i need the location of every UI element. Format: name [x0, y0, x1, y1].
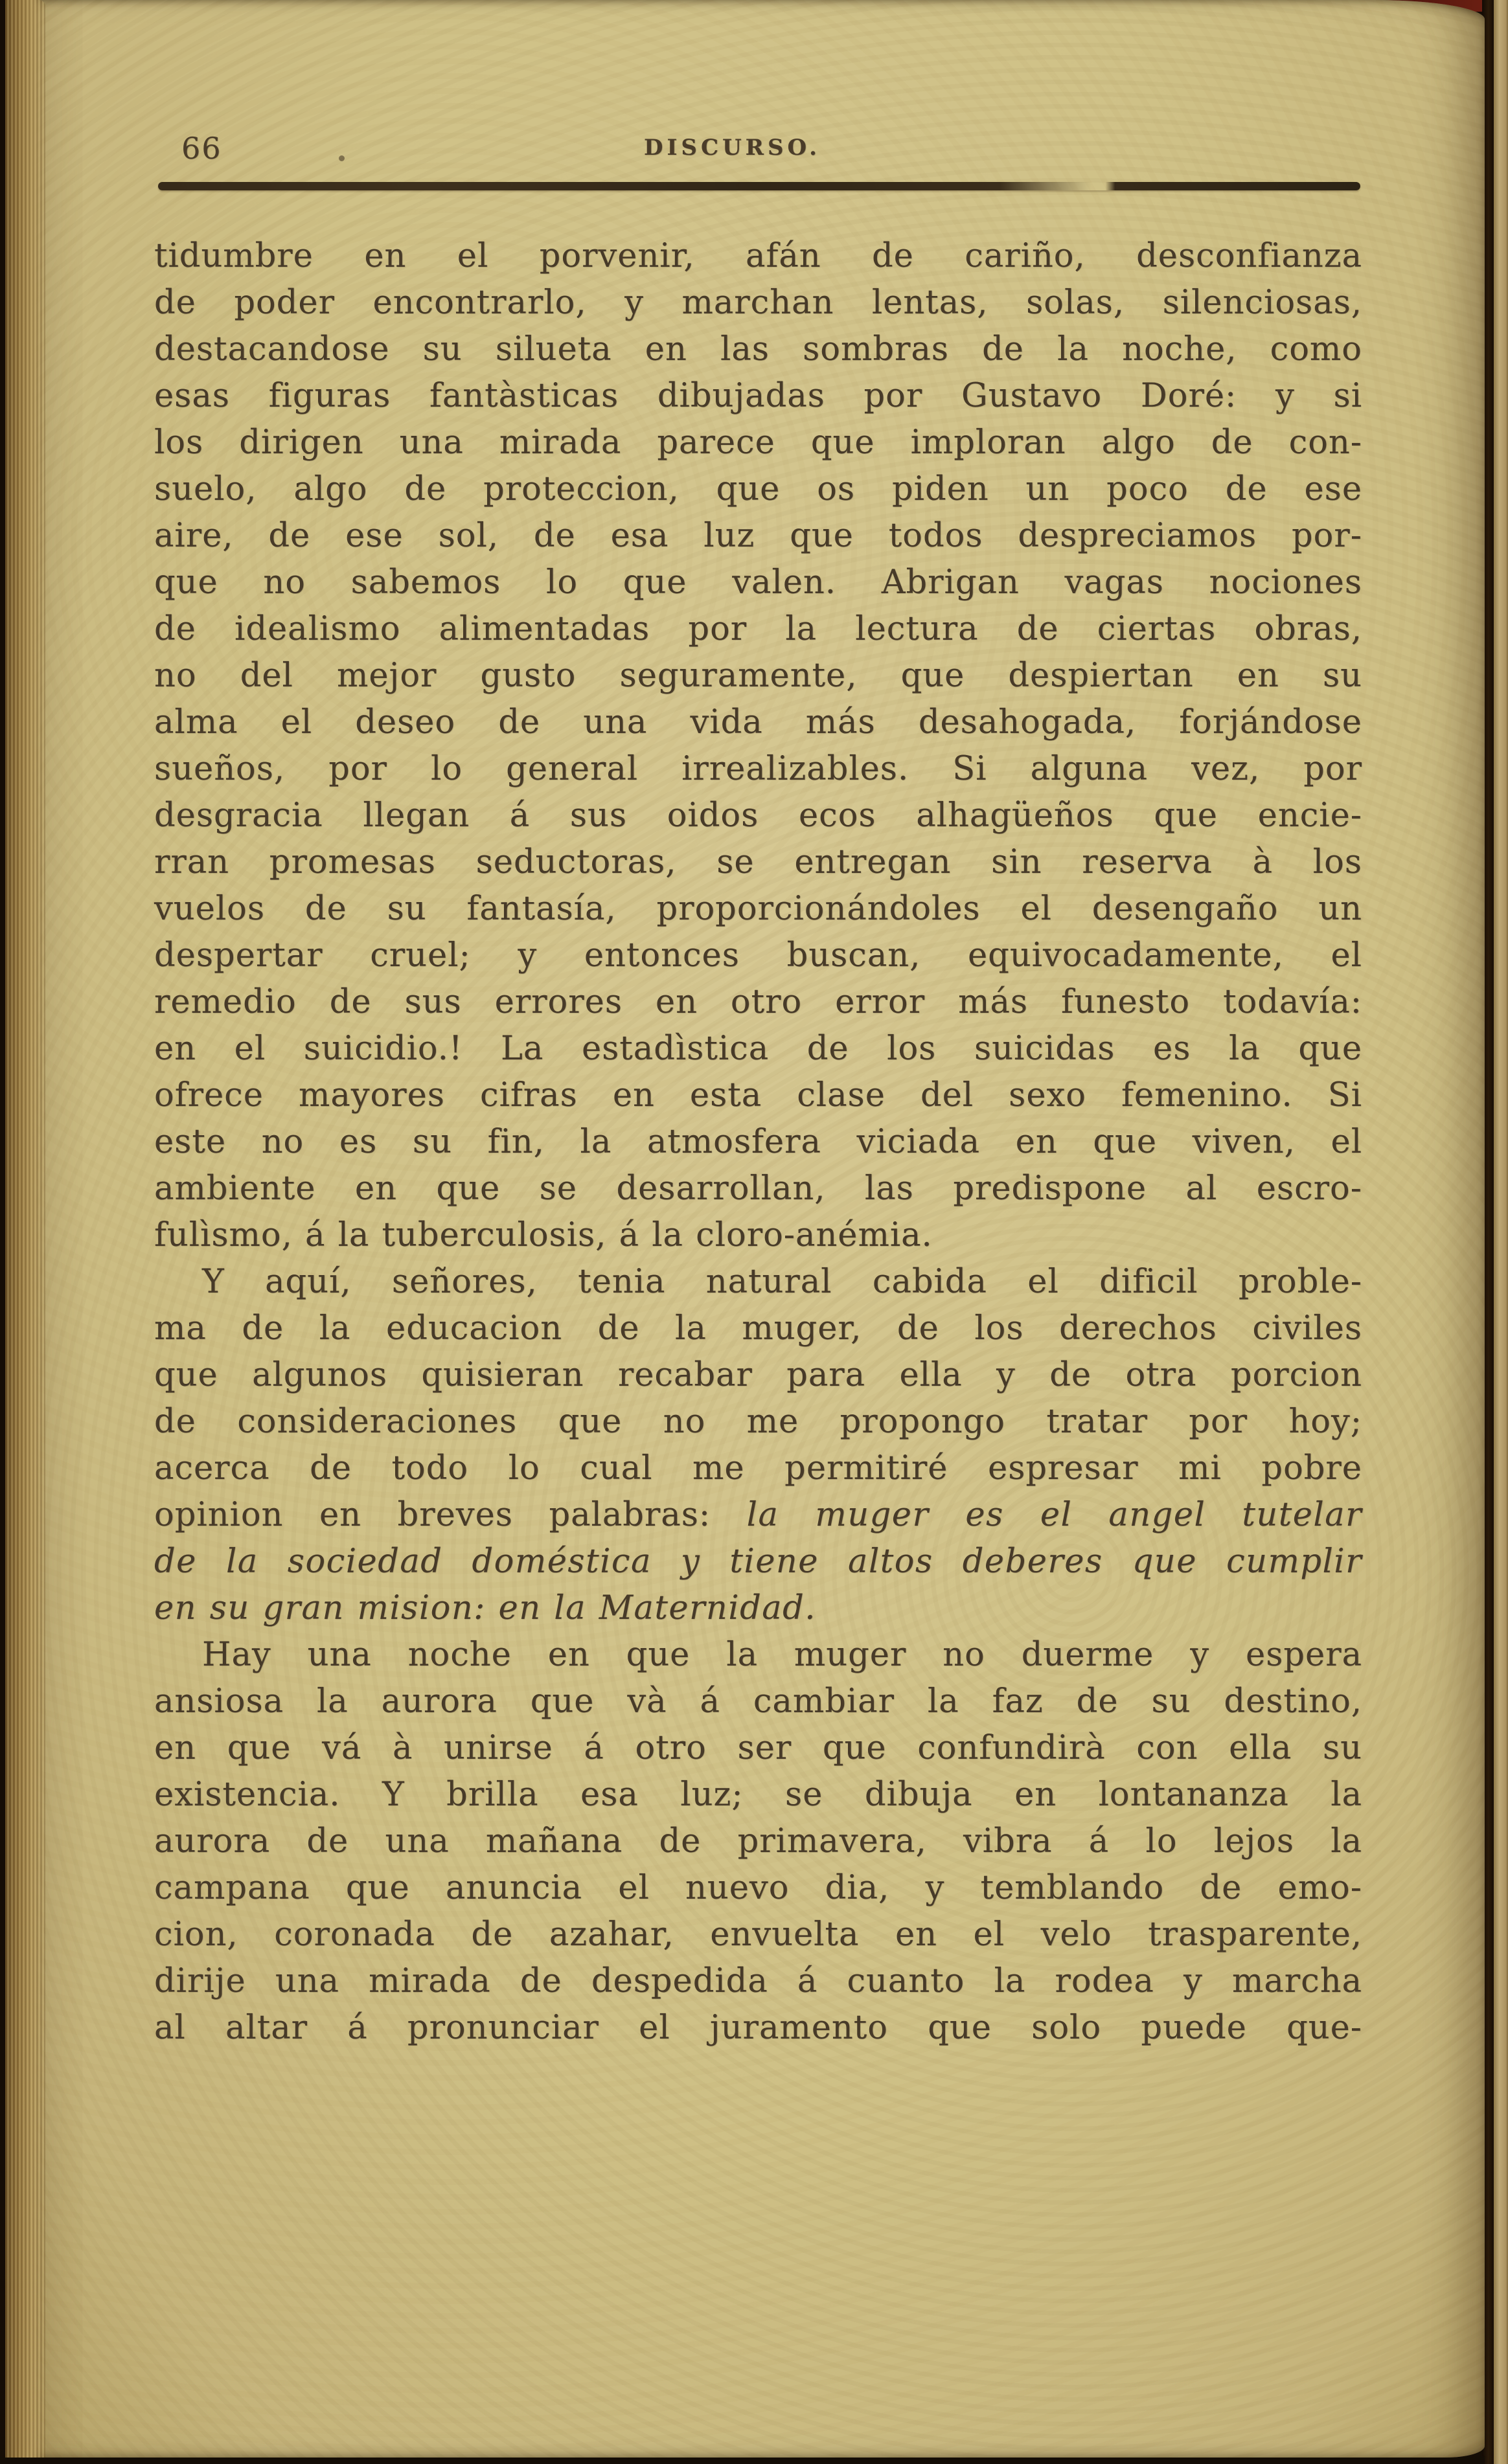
line-text: cion, coronada de azahar, envuelta en el velo trasparente, — [154, 1916, 1362, 1954]
page-header — [154, 127, 1362, 172]
text-line — [154, 1492, 1362, 1539]
text-line — [154, 559, 1362, 606]
line-text: al altar á pronunciar el juramento que solo puede que- — [154, 2009, 1362, 2047]
line-text: los dirigen una mirada parece que imploran algo de con- — [154, 424, 1362, 462]
line-text: desgracia llegan á sus oidos ecos alhagüeños que encie- — [154, 797, 1362, 835]
line-text: Hay una noche en que la muger no duerme y espera — [202, 1636, 1362, 1674]
line-text: no del mejor gusto seguramente, que despiertan en su — [154, 657, 1362, 695]
line-text: aire, de ese sol, de esa luz que todos despreciamos por- — [154, 517, 1362, 555]
text-line — [154, 233, 1362, 280]
line-text: alma el deseo de una vida más desahogada, forjándose — [154, 703, 1362, 741]
header-rule — [158, 182, 1360, 190]
line-text: este no es su fin, la atmosfera viciada en que viven, el — [154, 1123, 1362, 1161]
line-text: en que vá à unirse á otro ser que confundirà con ella su — [154, 1729, 1362, 1767]
italic-phrase: en su gran mision: en la Maternidad. — [154, 1589, 816, 1627]
text-line — [154, 1352, 1362, 1399]
line-text: sueños, por lo general irrealizables. Si alguna vez, por — [154, 750, 1362, 788]
text-line — [154, 280, 1362, 326]
text-line — [154, 513, 1362, 559]
text-line — [154, 466, 1362, 513]
line-text: que no sabemos lo que valen. Abrigan vagas nociones — [154, 563, 1362, 602]
italic-phrase: de la sociedad doméstica y tiene altos deberes que cumplir — [154, 1543, 1362, 1581]
ink-dot-artifact — [339, 155, 345, 161]
text-line — [154, 1212, 1362, 1259]
line-text: ofrece mayores cifras en esta clase del sexo femenino. Si — [154, 1076, 1362, 1114]
text-line — [154, 1818, 1362, 1865]
line-text: opinion en breves palabras: — [154, 1496, 747, 1534]
line-text: acerca de todo lo cual me permitiré espresar mi pobre — [154, 1449, 1362, 1487]
stacked-page-edges — [5, 0, 45, 2458]
text-line — [154, 420, 1362, 466]
line-text: de consideraciones que no me propongo tratar por hoy; — [154, 1403, 1362, 1441]
text-line — [154, 1539, 1362, 1585]
italic-phrase: la muger es el angel tutelar — [746, 1496, 1362, 1534]
line-text: en el suicidio.! La estadìstica de los suicidas es la que — [154, 1030, 1362, 1068]
text-line — [154, 326, 1362, 373]
line-text: despertar cruel; y entonces buscan, equivocadamente, el — [154, 936, 1362, 975]
scanned-page — [5, 0, 1485, 2458]
text-line — [154, 1912, 1362, 1958]
adjacent-page-edge — [1494, 0, 1508, 2464]
text-line — [154, 1026, 1362, 1072]
text-line — [154, 1632, 1362, 1678]
text-line — [154, 1119, 1362, 1166]
line-text: vuelos de su fantasía, proporcionándoles el desengaño un — [154, 890, 1362, 928]
text-line — [154, 1725, 1362, 1772]
text-line — [154, 1305, 1362, 1352]
text-line — [154, 1865, 1362, 1912]
text-line — [154, 653, 1362, 699]
line-text: remedio de sus errores en otro error más funesto todavía: — [154, 983, 1362, 1021]
line-text: campana que anuncia el nuevo dia, y temblando de emo- — [154, 1869, 1362, 1907]
text-line — [154, 1585, 1362, 1632]
text-line — [154, 1399, 1362, 1445]
text-line — [154, 1445, 1362, 1492]
text-line — [154, 1772, 1362, 1818]
text-line — [154, 606, 1362, 653]
text-line — [154, 746, 1362, 793]
line-text: que algunos quisieran recabar para ella y de otra porcion — [154, 1356, 1362, 1394]
line-text: existencia. Y brilla esa luz; se dibuja en lontananza la — [154, 1776, 1362, 1814]
line-text: Y aquí, señores, tenia natural cabida el dificil proble- — [202, 1263, 1362, 1301]
text-line — [154, 839, 1362, 886]
line-text: esas figuras fantàsticas dibujadas por Gustavo Doré: y si — [154, 377, 1362, 415]
text-block — [154, 233, 1362, 2051]
line-text: de idealismo alimentadas por la lectura de ciertas obras, — [154, 610, 1362, 648]
text-line — [154, 1072, 1362, 1119]
line-text: ma de la educacion de la muger, de los derechos civiles — [154, 1309, 1362, 1348]
text-line — [154, 699, 1362, 746]
text-line — [154, 1166, 1362, 1212]
text-line — [154, 886, 1362, 932]
text-line — [154, 793, 1362, 839]
line-text: dirije una mirada de despedida á cuanto la rodea y marcha — [154, 1962, 1362, 2000]
text-line — [154, 373, 1362, 420]
line-text: de poder encontrarlo, y marchan lentas, solas, silenciosas, — [154, 284, 1362, 322]
line-text: suelo, algo de proteccion, que os piden un poco de ese — [154, 470, 1362, 508]
line-text: fulìsmo, á la tuberculosis, á la cloro-anémia. — [154, 1216, 933, 1254]
page-number: 66 — [181, 131, 222, 166]
line-text: aurora de una mañana de primavera, vibra á lo lejos la — [154, 1822, 1362, 1860]
text-line — [154, 2005, 1362, 2051]
line-text: ambiente en que se desarrollan, las predispone al escro- — [154, 1170, 1362, 1208]
text-line — [154, 979, 1362, 1026]
running-title: DISCURSO. — [644, 135, 821, 161]
line-text: destacandose su silueta en las sombras de la noche, como — [154, 330, 1362, 368]
text-line — [154, 932, 1362, 979]
text-line — [154, 1259, 1362, 1305]
line-text: rran promesas seductoras, se entregan sin reserva à los — [154, 843, 1362, 881]
line-text: tidumbre en el porvenir, afán de cariño, desconfianza — [154, 237, 1362, 275]
text-line — [154, 1958, 1362, 2005]
line-text: ansiosa la aurora que và á cambiar la faz de su destino, — [154, 1682, 1362, 1721]
text-line — [154, 1678, 1362, 1725]
